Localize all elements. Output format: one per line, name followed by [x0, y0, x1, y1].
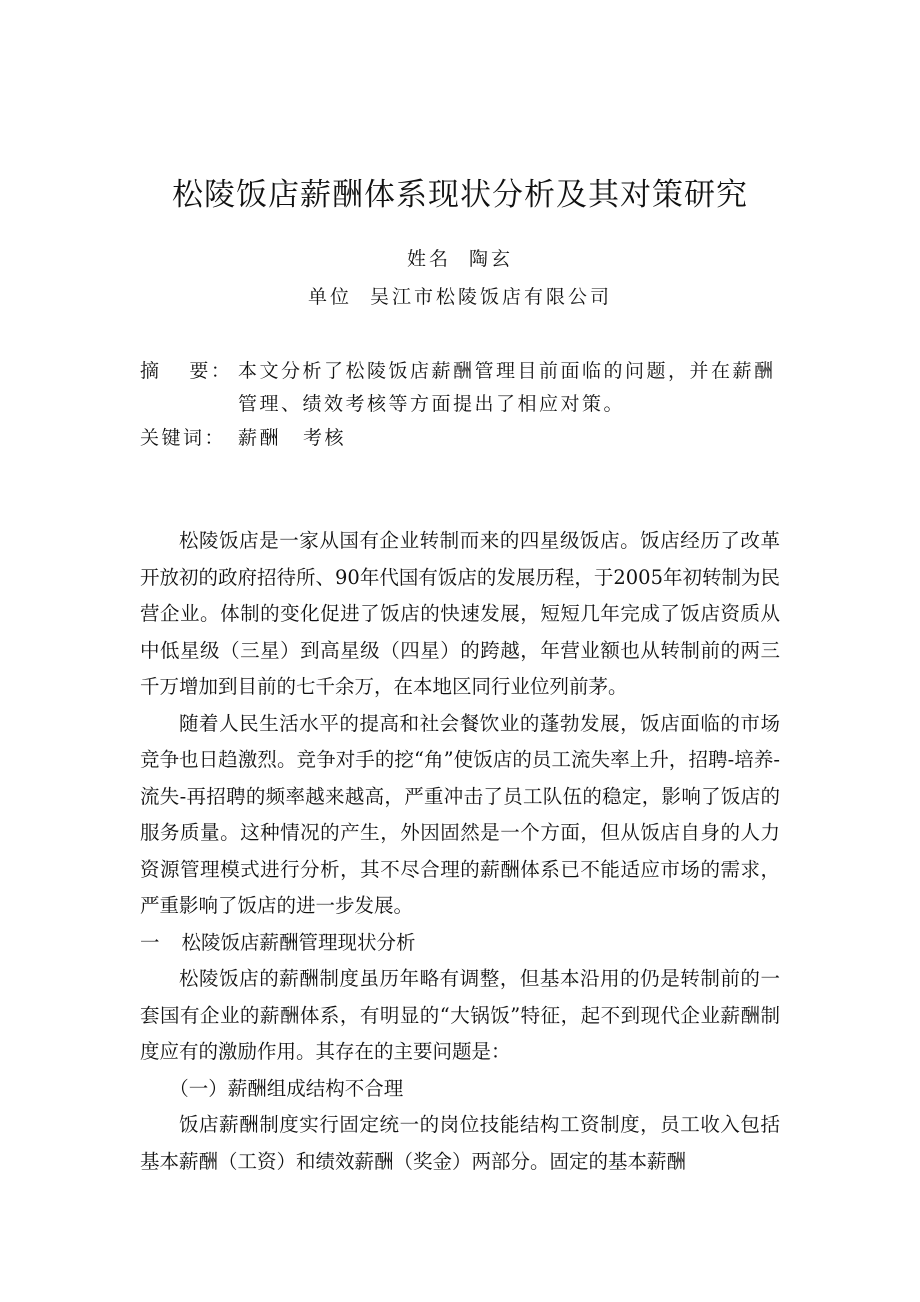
keyword-item: 考核 — [303, 427, 347, 449]
document-title: 松陵饭店薪酬体系现状分析及其对策研究 — [172, 177, 748, 213]
author-label: 姓名 — [406, 248, 451, 270]
unit-name: 吴江市松陵饭店有限公司 — [370, 286, 613, 308]
body-paragraph: 松陵饭店是一家从国有企业转制而来的四星级饭店。饭店经历了改革开放初的政府招待所、90年代国有饭店的发展历程，于2005年初转制为民营企业。体制的变化促进了饭店的快速发展，短短几年完成了饭店资质从中低星级（三星）到高星级（四星）的跨越，年营业额也从转制前的两三千万增加到目前的七千余万，在本地区同行业位列前茅。 — [140, 529, 780, 698]
body-paragraph: 松陵饭店的薪酬制度虽历年略有调整，但基本沿用的仍是转制前的一套国有企业的薪酬体系，有明显的“大锅饭”特征，起不到现代企业薪酬制度应有的激励作用。其存在的主要问题是： — [140, 967, 780, 1063]
author-name: 陶玄 — [469, 248, 514, 270]
body-text — [140, 523, 780, 1180]
abstract-text: 本文分析了松陵饭店薪酬管理目前面临的问题，并在薪酬管理、绩效考核等方面提出了相应对策。 — [238, 360, 776, 415]
section-title: 松陵饭店薪酬管理现状分析 — [181, 930, 416, 954]
section-number: 一 — [140, 930, 160, 954]
unit-line — [0, 282, 920, 312]
body-paragraph: 饭店薪酬制度实行固定统一的岗位技能结构工资制度，员工收入包括基本薪酬（工资）和绩效薪酬（奖金）两部分。固定的基本薪酬 — [140, 1113, 780, 1173]
keywords-label: 关键词： — [140, 427, 227, 449]
abstract-block — [140, 355, 780, 421]
body-paragraph: 随着人民生活水平的提高和社会餐饮业的蓬勃发展，饭店面临的市场竞争也日趋激烈。竞争对手的挖“角”使饭店的员工流失率上升，招聘-培养-流失-再招聘的频率越来越高，严重冲击了员工队伍的稳定，影响了饭店的服务质量。这种情况的产生，外因固然是一个方面，但从饭店自身的人力资源管理模式进行分析，其不尽合理的薪酬体系已不能适应市场的需求，严重影响了饭店的进一步发展。 — [140, 711, 780, 917]
keywords-block — [140, 422, 780, 455]
abstract-label: 摘 要： — [140, 360, 233, 382]
section-heading — [140, 925, 780, 962]
unit-label: 单位 — [307, 286, 352, 308]
subsection-heading: （一）薪酬组成结构不合理 — [169, 1076, 404, 1100]
author-line — [0, 244, 920, 274]
keyword-item: 薪酬 — [238, 427, 282, 449]
